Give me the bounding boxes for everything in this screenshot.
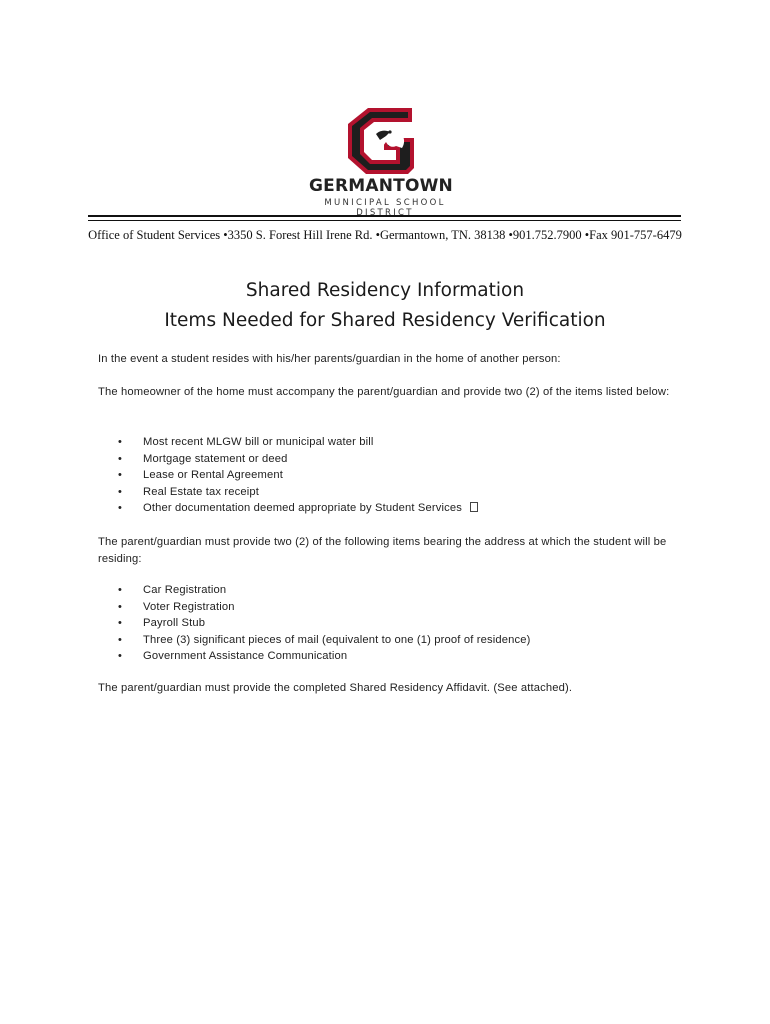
list-item: • Car Registration [98,582,530,599]
list-item: • Most recent MLGW bill or municipal water bill [98,434,478,451]
list-item: • Other documentation deemed appropriate by Student Services [98,500,478,517]
list-item: • Real Estate tax receipt [98,484,478,501]
header-rule [88,215,681,221]
list-item: • Payroll Stub [98,615,530,632]
bullet-icon: • [118,650,123,663]
bullet-icon: • [118,617,123,630]
list-item: • Lease or Rental Agreement [98,467,478,484]
homeowner-paragraph: The homeowner of the home must accompany the parent/guardian and provide two (2) of the items listed below: [98,386,670,398]
closing-paragraph: The parent/guardian must provide the completed Shared Residency Affidavit. (See attached). [98,682,573,694]
bullet-icon: • [118,633,123,646]
list-item: • Mortgage statement or deed [98,451,478,468]
bullet-icon: • [118,502,123,515]
bullet-icon: • [118,485,123,498]
horse-head-g-logo-icon [340,102,420,176]
list-item: • Government Assistance Communication [98,648,530,665]
list-item: • Three (3) significant pieces of mail (equivalent to one (1) proof of residence) [98,632,530,649]
bullet-icon: • [118,584,123,596]
placeholder-box-icon [470,502,478,512]
office-address: Office of Student Services •3350 S. Forest Hill Irene Rd. •Germantown, TN. 38138 •901.752.7900 •Fax 901-757-6479 [88,228,682,242]
intro-paragraph: In the event a student resides with his/her parents/guardian in the home of another person: [98,353,561,365]
logo-name: GERMANTOWN [309,176,453,196]
bullet-icon: • [118,600,123,613]
document-title: Shared Residency Information [245,280,525,301]
logo-subtitle: MUNICIPAL SCHOOL DISTRICT [324,198,446,218]
parent-items-list [98,582,530,665]
bullet-icon: • [118,452,123,465]
bullet-icon: • [118,436,123,448]
bullet-icon: • [118,469,123,482]
homeowner-items-list [98,434,478,517]
document-subtitle: Items Needed for Shared Residency Verification [164,310,606,331]
district-logo [300,102,470,218]
parent-paragraph: The parent/guardian must provide two (2) of the following items bearing the address at which the student will be residing: [98,536,667,565]
list-item: • Voter Registration [98,599,530,616]
